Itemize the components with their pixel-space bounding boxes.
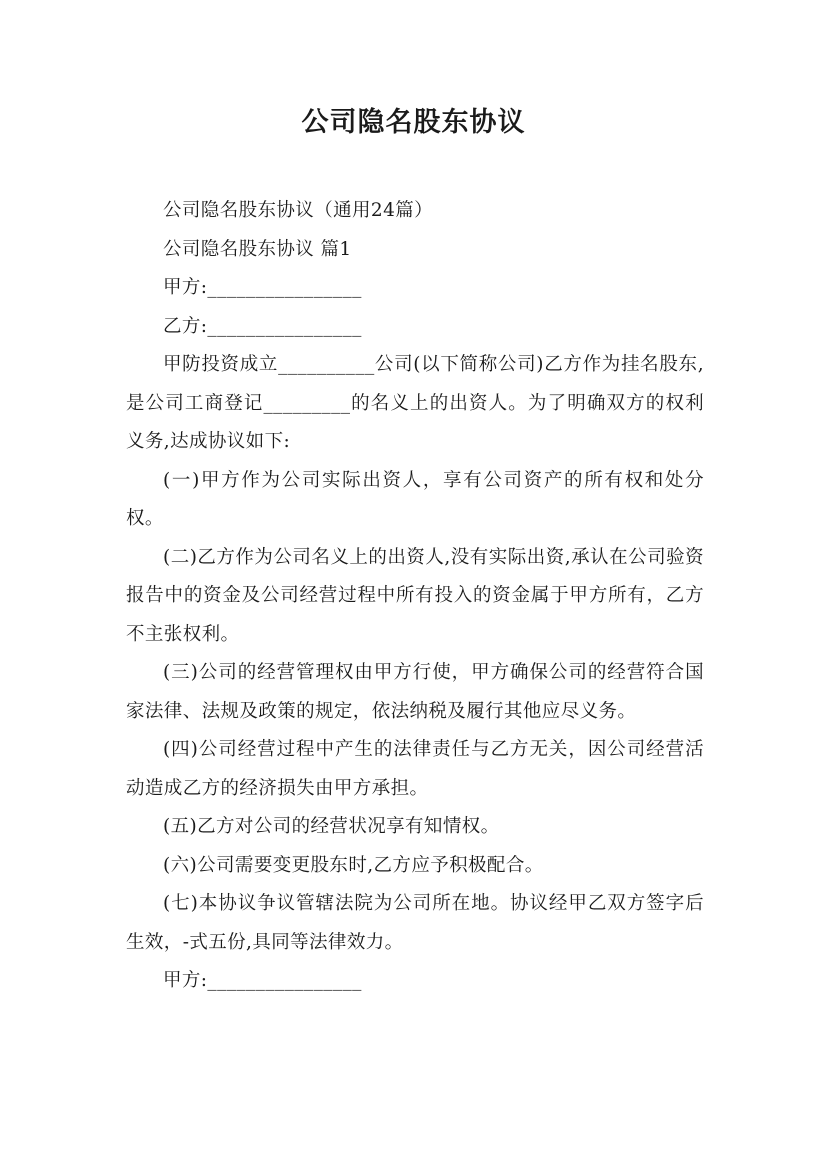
clause-1: (一)甲方作为公司实际出资人，享有公司资产的所有权和处分权。 (126, 469, 704, 529)
section-heading: 公司隐名股东协议 篇1 (163, 238, 352, 260)
document-title: 公司隐名股东协议 (301, 107, 526, 138)
clause-4: (四)公司经营过程中产生的法律责任与乙方无关，因公司经营活动造成乙方的经济损失由甲方承担。 (126, 739, 704, 799)
subtitle-paragraph: 公司隐名股东协议（通用24篇） (163, 200, 434, 221)
clause-5: (五)乙方对公司的经营状况享有知情权。 (163, 816, 500, 837)
clause-2: (二)乙方作为公司名义上的出资人,没有实际出资,承认在公司验资报告中的资金及公司经营过程中所有投入的资金属于甲方所有，乙方不主张权利。 (126, 546, 704, 645)
clause-7: (七)本协议争议管辖法院为公司所在地。协议经甲乙双方签字后生效，-式五份,具同等法律效力。 (126, 893, 704, 953)
party-a-line: 甲方:________________ (163, 277, 362, 298)
clause-3: (三)公司的经营管理权由甲方行使，甲方确保公司的经营符合国家法律、法规及政策的规定，依法纳税及履行其他应尽义务。 (126, 662, 704, 722)
document-body (126, 192, 704, 1001)
clause-6: (六)公司需要变更股东时,乙方应予积极配合。 (163, 854, 544, 876)
party-b-line: 乙方:________________ (163, 315, 362, 337)
intro-paragraph: 甲防投资成立__________公司(以下简称公司)乙方作为挂名股东,是公司工商登记_________的名义上的出资人。为了明确双方的权利义务,达成协议如下: (126, 354, 704, 452)
party-a-signature-line: 甲方:________________ (163, 970, 362, 991)
